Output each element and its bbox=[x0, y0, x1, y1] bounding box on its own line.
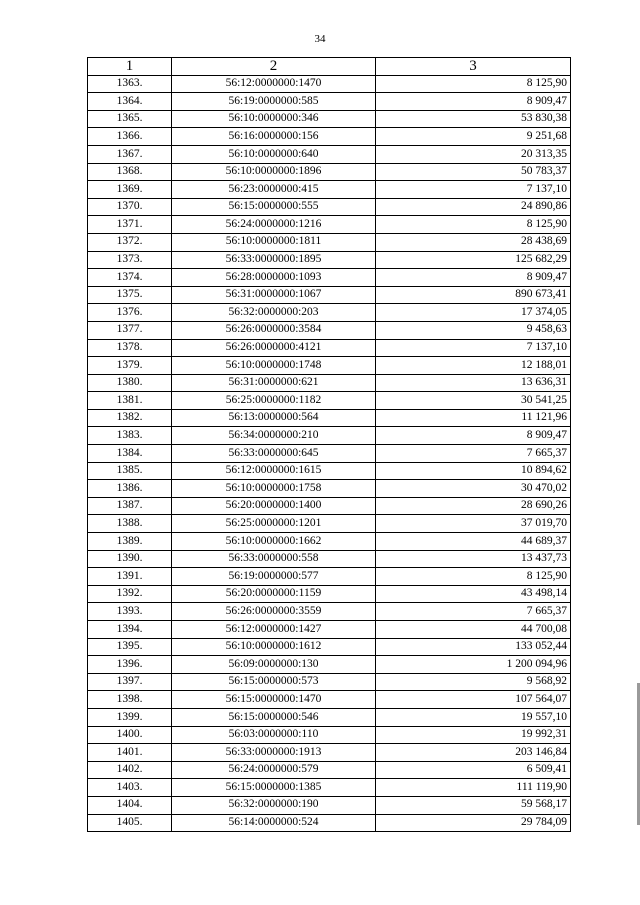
table-row bbox=[88, 110, 571, 128]
row-number-cell: 1384. bbox=[88, 445, 172, 463]
table-row bbox=[88, 568, 571, 586]
value-cell: 59 568,17 bbox=[376, 796, 571, 814]
row-number-cell: 1376. bbox=[88, 304, 172, 322]
page-number: 34 bbox=[314, 33, 326, 45]
table-row bbox=[88, 796, 571, 814]
column-header-1: 1 bbox=[88, 58, 172, 76]
row-number-cell: 1381. bbox=[88, 392, 172, 410]
value-cell: 43 498,14 bbox=[376, 585, 571, 603]
table-row bbox=[88, 445, 571, 463]
row-number-cell: 1378. bbox=[88, 339, 172, 357]
value-cell: 107 564,07 bbox=[376, 691, 571, 709]
cadastral-number-cell: 56:10:0000000:1811 bbox=[172, 233, 376, 251]
cadastral-number-cell: 56:34:0000000:210 bbox=[172, 427, 376, 445]
value-cell: 8 125,90 bbox=[376, 216, 571, 234]
table-row bbox=[88, 726, 571, 744]
cadastral-number-cell: 56:10:0000000:1662 bbox=[172, 533, 376, 551]
table-row bbox=[88, 339, 571, 357]
cadastral-number-cell: 56:10:0000000:1896 bbox=[172, 163, 376, 181]
table-body bbox=[88, 75, 571, 832]
value-cell: 50 783,37 bbox=[376, 163, 571, 181]
value-cell: 44 700,08 bbox=[376, 621, 571, 639]
row-number-cell: 1405. bbox=[88, 814, 172, 832]
row-number-cell: 1370. bbox=[88, 198, 172, 216]
table-row bbox=[88, 409, 571, 427]
table-row bbox=[88, 621, 571, 639]
value-cell: 890 673,41 bbox=[376, 286, 571, 304]
cadastral-number-cell: 56:15:0000000:1385 bbox=[172, 779, 376, 797]
table-row bbox=[88, 761, 571, 779]
table-row bbox=[88, 93, 571, 111]
row-number-cell: 1364. bbox=[88, 93, 172, 111]
row-number-cell: 1391. bbox=[88, 568, 172, 586]
table-row bbox=[88, 233, 571, 251]
cadastral-number-cell: 56:10:0000000:1612 bbox=[172, 638, 376, 656]
table-row bbox=[88, 286, 571, 304]
row-number-cell: 1366. bbox=[88, 128, 172, 146]
table-row bbox=[88, 251, 571, 269]
row-number-cell: 1400. bbox=[88, 726, 172, 744]
cadastral-number-cell: 56:12:0000000:1615 bbox=[172, 462, 376, 480]
cadastral-number-cell: 56:31:0000000:1067 bbox=[172, 286, 376, 304]
row-number-cell: 1363. bbox=[88, 75, 172, 93]
row-number-cell: 1403. bbox=[88, 779, 172, 797]
value-cell: 8 125,90 bbox=[376, 568, 571, 586]
row-number-cell: 1368. bbox=[88, 163, 172, 181]
value-cell: 8 909,47 bbox=[376, 93, 571, 111]
cadastral-number-cell: 56:24:0000000:579 bbox=[172, 761, 376, 779]
table-row bbox=[88, 744, 571, 762]
value-cell: 19 992,31 bbox=[376, 726, 571, 744]
value-cell: 203 146,84 bbox=[376, 744, 571, 762]
row-number-cell: 1399. bbox=[88, 708, 172, 726]
cadastral-number-cell: 56:10:0000000:1748 bbox=[172, 357, 376, 375]
cadastral-number-cell: 56:24:0000000:1216 bbox=[172, 216, 376, 234]
row-number-cell: 1404. bbox=[88, 796, 172, 814]
cadastral-number-cell: 56:15:0000000:1470 bbox=[172, 691, 376, 709]
row-number-cell: 1395. bbox=[88, 638, 172, 656]
row-number-cell: 1392. bbox=[88, 585, 172, 603]
value-cell: 28 690,26 bbox=[376, 497, 571, 515]
table-row bbox=[88, 480, 571, 498]
value-cell: 30 541,25 bbox=[376, 392, 571, 410]
row-number-cell: 1377. bbox=[88, 321, 172, 339]
row-number-cell: 1374. bbox=[88, 269, 172, 287]
cadastral-number-cell: 56:13:0000000:564 bbox=[172, 409, 376, 427]
table-row bbox=[88, 163, 571, 181]
row-number-cell: 1397. bbox=[88, 673, 172, 691]
row-number-cell: 1365. bbox=[88, 110, 172, 128]
table-row bbox=[88, 533, 571, 551]
cadastral-number-cell: 56:10:0000000:1758 bbox=[172, 480, 376, 498]
cadastral-number-cell: 56:26:0000000:3559 bbox=[172, 603, 376, 621]
value-cell: 8 909,47 bbox=[376, 269, 571, 287]
table-row bbox=[88, 128, 571, 146]
row-number-cell: 1373. bbox=[88, 251, 172, 269]
row-number-cell: 1387. bbox=[88, 497, 172, 515]
value-cell: 44 689,37 bbox=[376, 533, 571, 551]
value-cell: 111 119,90 bbox=[376, 779, 571, 797]
row-number-cell: 1402. bbox=[88, 761, 172, 779]
row-number-cell: 1372. bbox=[88, 233, 172, 251]
table-row bbox=[88, 814, 571, 832]
row-number-cell: 1389. bbox=[88, 533, 172, 551]
table-row bbox=[88, 304, 571, 322]
table-row bbox=[88, 321, 571, 339]
data-table bbox=[87, 57, 571, 832]
value-cell: 8 125,90 bbox=[376, 75, 571, 93]
cadastral-number-cell: 56:20:0000000:1400 bbox=[172, 497, 376, 515]
cadastral-number-cell: 56:26:0000000:3584 bbox=[172, 321, 376, 339]
table-row bbox=[88, 392, 571, 410]
column-header-3: 3 bbox=[376, 58, 571, 76]
cadastral-number-cell: 56:03:0000000:110 bbox=[172, 726, 376, 744]
cadastral-number-cell: 56:15:0000000:573 bbox=[172, 673, 376, 691]
value-cell: 7 665,37 bbox=[376, 445, 571, 463]
cadastral-number-cell: 56:10:0000000:640 bbox=[172, 145, 376, 163]
value-cell: 20 313,35 bbox=[376, 145, 571, 163]
value-cell: 29 784,09 bbox=[376, 814, 571, 832]
cadastral-number-cell: 56:09:0000000:130 bbox=[172, 656, 376, 674]
value-cell: 30 470,02 bbox=[376, 480, 571, 498]
value-cell: 28 438,69 bbox=[376, 233, 571, 251]
cadastral-number-cell: 56:15:0000000:555 bbox=[172, 198, 376, 216]
cadastral-number-cell: 56:15:0000000:546 bbox=[172, 708, 376, 726]
row-number-cell: 1396. bbox=[88, 656, 172, 674]
row-number-cell: 1382. bbox=[88, 409, 172, 427]
table-row bbox=[88, 708, 571, 726]
table-row bbox=[88, 550, 571, 568]
row-number-cell: 1380. bbox=[88, 374, 172, 392]
cadastral-number-cell: 56:12:0000000:1427 bbox=[172, 621, 376, 639]
value-cell: 24 890,86 bbox=[376, 198, 571, 216]
table-row bbox=[88, 427, 571, 445]
cadastral-number-cell: 56:33:0000000:1913 bbox=[172, 744, 376, 762]
column-header-2: 2 bbox=[172, 58, 376, 76]
cadastral-number-cell: 56:10:0000000:346 bbox=[172, 110, 376, 128]
value-cell: 17 374,05 bbox=[376, 304, 571, 322]
table-row bbox=[88, 603, 571, 621]
row-number-cell: 1369. bbox=[88, 181, 172, 199]
row-number-cell: 1383. bbox=[88, 427, 172, 445]
cadastral-number-cell: 56:33:0000000:1895 bbox=[172, 251, 376, 269]
table-row bbox=[88, 497, 571, 515]
table-row bbox=[88, 181, 571, 199]
cadastral-number-cell: 56:23:0000000:415 bbox=[172, 181, 376, 199]
value-cell: 7 137,10 bbox=[376, 339, 571, 357]
value-cell: 19 557,10 bbox=[376, 708, 571, 726]
table-row bbox=[88, 269, 571, 287]
value-cell: 1 200 094,96 bbox=[376, 656, 571, 674]
row-number-cell: 1371. bbox=[88, 216, 172, 234]
value-cell: 13 437,73 bbox=[376, 550, 571, 568]
table-row bbox=[88, 656, 571, 674]
value-cell: 9 251,68 bbox=[376, 128, 571, 146]
table-row bbox=[88, 198, 571, 216]
table-row bbox=[88, 673, 571, 691]
cadastral-number-cell: 56:32:0000000:190 bbox=[172, 796, 376, 814]
value-cell: 12 188,01 bbox=[376, 357, 571, 375]
row-number-cell: 1379. bbox=[88, 357, 172, 375]
cadastral-number-cell: 56:33:0000000:645 bbox=[172, 445, 376, 463]
table-row bbox=[88, 585, 571, 603]
row-number-cell: 1367. bbox=[88, 145, 172, 163]
cadastral-number-cell: 56:12:0000000:1470 bbox=[172, 75, 376, 93]
table-header-row bbox=[88, 58, 571, 76]
value-cell: 11 121,96 bbox=[376, 409, 571, 427]
cadastral-number-cell: 56:14:0000000:524 bbox=[172, 814, 376, 832]
value-cell: 13 636,31 bbox=[376, 374, 571, 392]
value-cell: 6 509,41 bbox=[376, 761, 571, 779]
value-cell: 10 894,62 bbox=[376, 462, 571, 480]
value-cell: 9 568,92 bbox=[376, 673, 571, 691]
table-row bbox=[88, 145, 571, 163]
value-cell: 8 909,47 bbox=[376, 427, 571, 445]
cadastral-number-cell: 56:28:0000000:1093 bbox=[172, 269, 376, 287]
row-number-cell: 1401. bbox=[88, 744, 172, 762]
value-cell: 7 665,37 bbox=[376, 603, 571, 621]
value-cell: 9 458,63 bbox=[376, 321, 571, 339]
cadastral-number-cell: 56:25:0000000:1201 bbox=[172, 515, 376, 533]
value-cell: 37 019,70 bbox=[376, 515, 571, 533]
row-number-cell: 1386. bbox=[88, 480, 172, 498]
table-row bbox=[88, 216, 571, 234]
cadastral-number-cell: 56:31:0000000:621 bbox=[172, 374, 376, 392]
value-cell: 125 682,29 bbox=[376, 251, 571, 269]
table-row bbox=[88, 638, 571, 656]
row-number-cell: 1393. bbox=[88, 603, 172, 621]
value-cell: 53 830,38 bbox=[376, 110, 571, 128]
table-row bbox=[88, 75, 571, 93]
cadastral-number-cell: 56:25:0000000:1182 bbox=[172, 392, 376, 410]
row-number-cell: 1388. bbox=[88, 515, 172, 533]
table-row bbox=[88, 357, 571, 375]
cadastral-number-cell: 56:20:0000000:1159 bbox=[172, 585, 376, 603]
row-number-cell: 1390. bbox=[88, 550, 172, 568]
table-row bbox=[88, 515, 571, 533]
table-row bbox=[88, 462, 571, 480]
row-number-cell: 1385. bbox=[88, 462, 172, 480]
cadastral-number-cell: 56:33:0000000:558 bbox=[172, 550, 376, 568]
row-number-cell: 1375. bbox=[88, 286, 172, 304]
value-cell: 133 052,44 bbox=[376, 638, 571, 656]
table-row bbox=[88, 779, 571, 797]
table-row bbox=[88, 374, 571, 392]
cadastral-number-cell: 56:32:0000000:203 bbox=[172, 304, 376, 322]
row-number-cell: 1394. bbox=[88, 621, 172, 639]
row-number-cell: 1398. bbox=[88, 691, 172, 709]
table-row bbox=[88, 691, 571, 709]
cadastral-number-cell: 56:19:0000000:577 bbox=[172, 568, 376, 586]
cadastral-number-cell: 56:26:0000000:4121 bbox=[172, 339, 376, 357]
value-cell: 7 137,10 bbox=[376, 181, 571, 199]
cadastral-number-cell: 56:19:0000000:585 bbox=[172, 93, 376, 111]
cadastral-number-cell: 56:16:0000000:156 bbox=[172, 128, 376, 146]
